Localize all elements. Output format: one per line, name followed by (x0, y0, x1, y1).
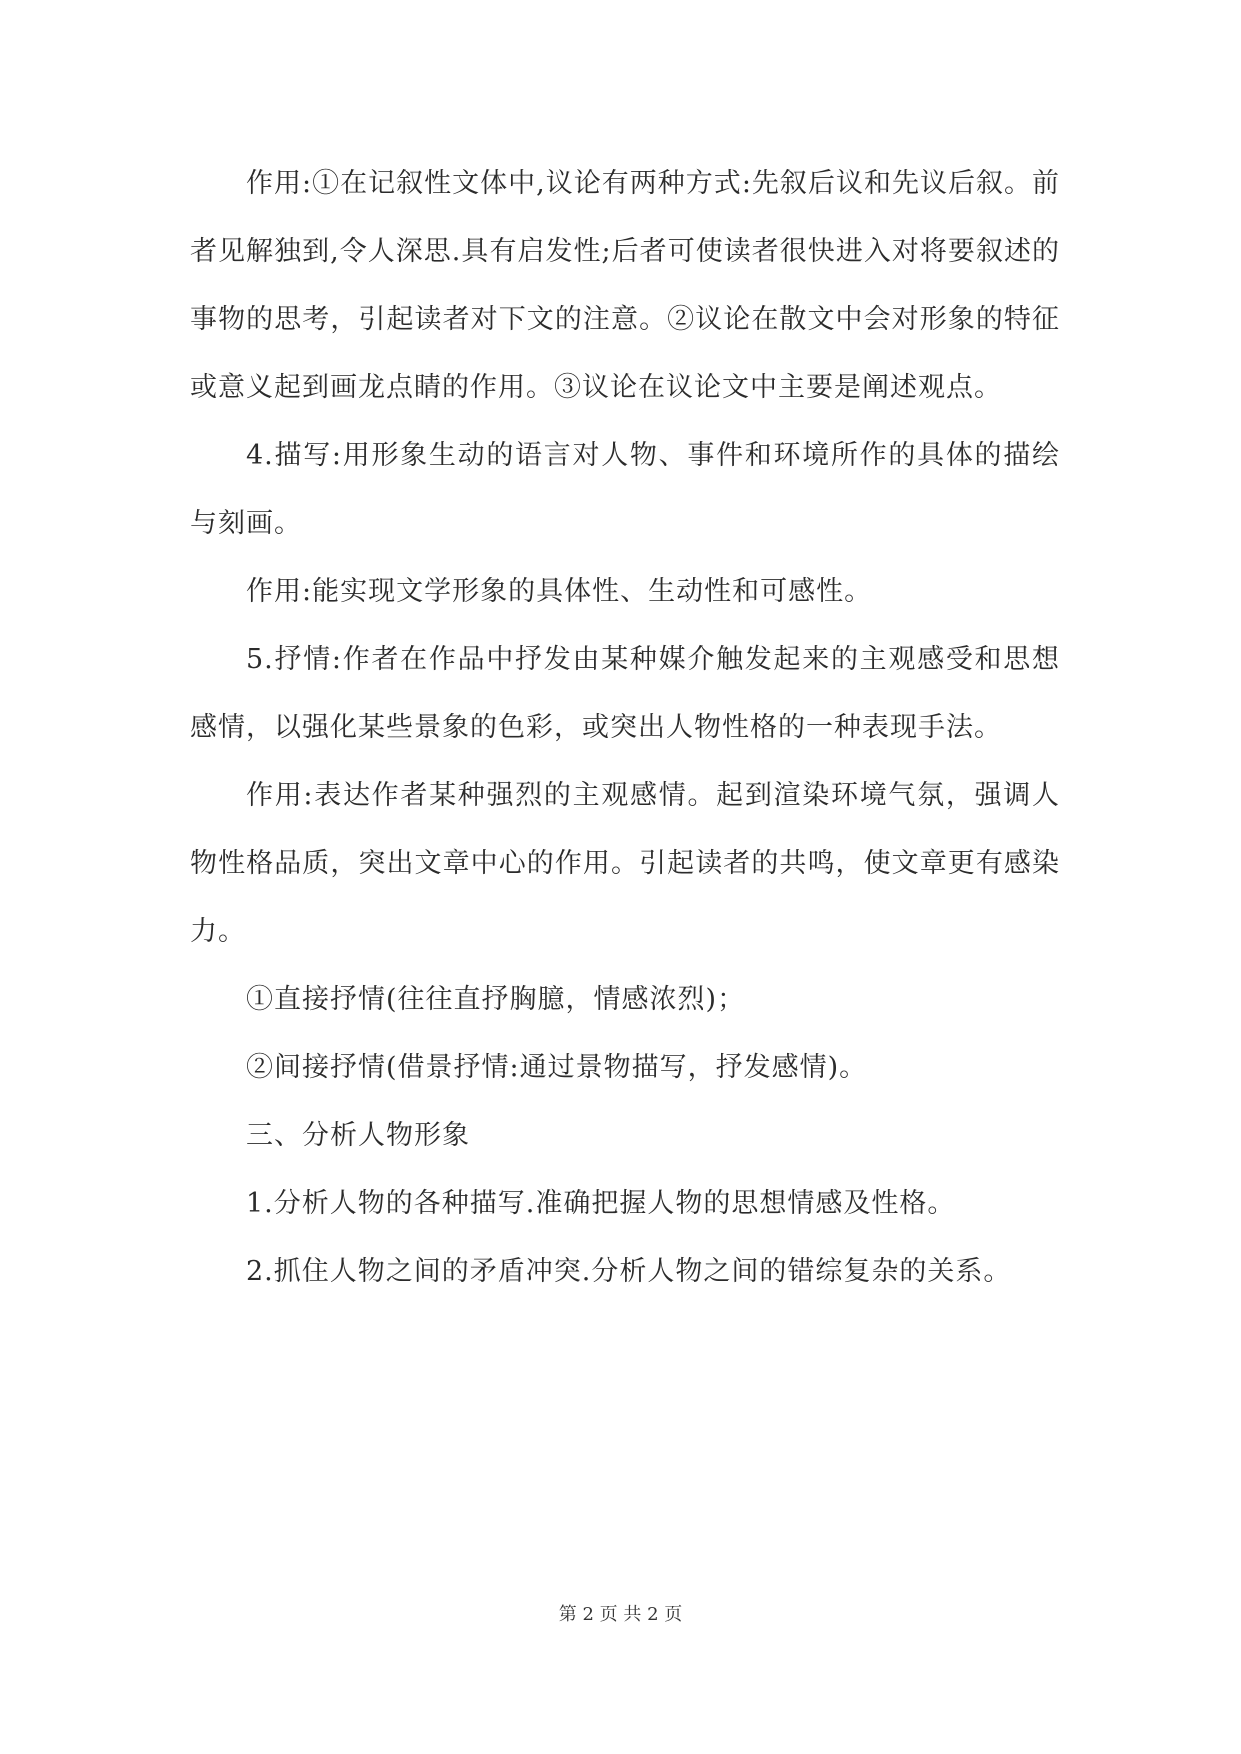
list-item-analysis-2: 2.抓住人物之间的矛盾冲突.分析人物之间的错综复杂的关系。 (246, 1256, 1012, 1287)
paragraph-description: 4.描写:用形象生动的语言对人物、事件和环境所作的具体的描绘与刻画。 (190, 440, 1060, 539)
paragraph-lyrical-function: 作用:表达作者某种强烈的主观感情。起到渲染环境气氛，强调人物性格品质，突出文章中心的作用。引起读者的共鸣，使文章更有感染力。 (190, 780, 1060, 947)
paragraph-description-function: 作用:能实现文学形象的具体性、生动性和可感性。 (246, 576, 873, 607)
list-item-indirect-lyrical: ②间接抒情(借景抒情:通过景物描写，抒发感情)。 (246, 1052, 868, 1083)
document-body (190, 150, 1060, 1306)
list-item-analysis-1: 1.分析人物的各种描写.准确把握人物的思想情感及性格。 (246, 1188, 956, 1219)
paragraph-argument-function: 作用:①在记叙性文体中,议论有两种方式:先叙后议和先议后叙。前者见解独到,令人深思.具有启发性;后者可使读者很快进入对将要叙述的事物的思考，引起读者对下文的注意。②议论在散文中会对形象的特征或意义起到画龙点睛的作用。③议论在议论文中主要是阐述观点。 (190, 168, 1060, 403)
list-item-direct-lyrical: ①直接抒情(往往直抒胸臆，情感浓烈)； (246, 984, 746, 1015)
section-heading-character-analysis: 三、分析人物形象 (246, 1120, 470, 1151)
paragraph-lyrical: 5.抒情:作者在作品中抒发由某种媒介触发起来的主观感受和思想感情，以强化某些景象的色彩，或突出人物性格的一种表现手法。 (190, 644, 1060, 743)
page-footer: 第 2 页 共 2 页 (558, 1604, 683, 1625)
